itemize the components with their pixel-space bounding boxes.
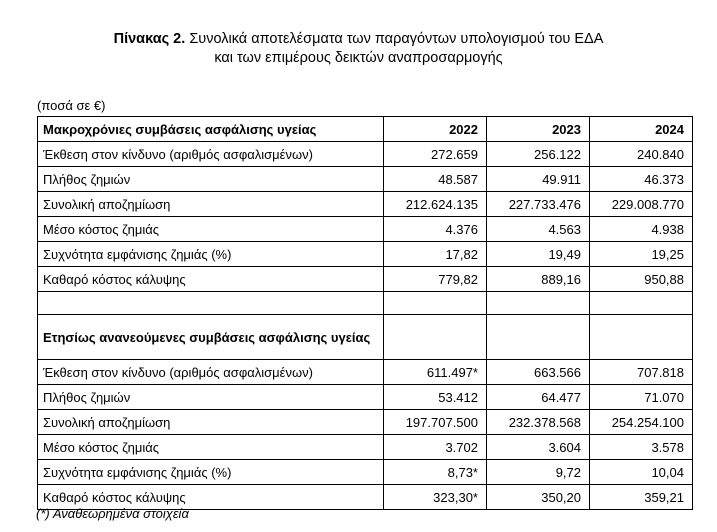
section2-header-row [38, 315, 693, 360]
cell-2022: 4.376 [384, 217, 487, 242]
cell-2024: 254.254.100 [590, 410, 693, 435]
section2-heading: Ετησίως ανανεούμενες συμβάσεις ασφάλισης υγείας [38, 315, 384, 360]
table-row [38, 410, 693, 435]
empty-cell [38, 292, 384, 315]
table-row [38, 435, 693, 460]
cell-2022: 8,73* [384, 460, 487, 485]
table-row [38, 142, 693, 167]
cell-2023: 49.911 [487, 167, 590, 192]
row-label: Έκθεση στον κίνδυνο (αριθμός ασφαλισμένων) [38, 142, 384, 167]
year-header-2022: 2022 [384, 117, 487, 142]
cell-2024: 71.070 [590, 385, 693, 410]
cell-2022: 611.497* [384, 360, 487, 385]
cell-2022: 48.587 [384, 167, 487, 192]
empty-cell [487, 315, 590, 360]
table-row [38, 385, 693, 410]
cell-2023: 9,72 [487, 460, 590, 485]
cell-2022: 323,30* [384, 485, 487, 510]
cell-2024: 19,25 [590, 242, 693, 267]
caption-label: Πίνακας 2. [113, 31, 186, 47]
cell-2023: 232.378.568 [487, 410, 590, 435]
cell-2023: 663.566 [487, 360, 590, 385]
spacer-row [38, 292, 693, 315]
cell-2023: 19,49 [487, 242, 590, 267]
table-row [38, 460, 693, 485]
empty-cell [487, 292, 590, 315]
table-caption [0, 30, 717, 68]
cell-2024: 3.578 [590, 435, 693, 460]
section1-heading: Μακροχρόνιες συμβάσεις ασφάλισης υγείας [38, 117, 384, 142]
empty-cell [384, 292, 487, 315]
caption-line-1 [0, 30, 717, 49]
table-row [38, 192, 693, 217]
empty-cell [590, 315, 693, 360]
cell-2023: 3.604 [487, 435, 590, 460]
empty-cell [384, 315, 487, 360]
cell-2023: 4.563 [487, 217, 590, 242]
footnote: (*) Αναθεωρημένα στοιχεία [36, 506, 189, 521]
cell-2022: 17,82 [384, 242, 487, 267]
row-label: Πλήθος ζημιών [38, 167, 384, 192]
cell-2023: 227.733.476 [487, 192, 590, 217]
cell-2022: 197.707.500 [384, 410, 487, 435]
row-label: Έκθεση στον κίνδυνο (αριθμός ασφαλισμένων) [38, 360, 384, 385]
table-row [38, 267, 693, 292]
cell-2024: 10,04 [590, 460, 693, 485]
row-label: Συνολική αποζημίωση [38, 192, 384, 217]
results-table [37, 116, 693, 510]
cell-2024: 950,88 [590, 267, 693, 292]
row-label: Συνολική αποζημίωση [38, 410, 384, 435]
cell-2022: 3.702 [384, 435, 487, 460]
row-label: Συχνότητα εμφάνισης ζημιάς (%) [38, 460, 384, 485]
table-row [38, 360, 693, 385]
section1-header-row [38, 117, 693, 142]
cell-2024: 46.373 [590, 167, 693, 192]
cell-2024: 240.840 [590, 142, 693, 167]
table-row [38, 217, 693, 242]
caption-text-1: Συνολικά αποτελέσματα των παραγόντων υπολογισμού του ΕΔΑ [189, 31, 604, 47]
row-label: Συχνότητα εμφάνισης ζημιάς (%) [38, 242, 384, 267]
cell-2022: 53.412 [384, 385, 487, 410]
cell-2024: 359,21 [590, 485, 693, 510]
row-label: Μέσο κόστος ζημιάς [38, 435, 384, 460]
row-label: Καθαρό κόστος κάλυψης [38, 267, 384, 292]
cell-2024: 229.008.770 [590, 192, 693, 217]
year-header-2024: 2024 [590, 117, 693, 142]
row-label: Μέσο κόστος ζημιάς [38, 217, 384, 242]
row-label: Καθαρό κόστος κάλυψης [38, 485, 384, 510]
table-row [38, 167, 693, 192]
cell-2022: 212.624.135 [384, 192, 487, 217]
cell-2023: 350,20 [487, 485, 590, 510]
cell-2024: 4.938 [590, 217, 693, 242]
cell-2022: 272.659 [384, 142, 487, 167]
table-row [38, 242, 693, 267]
empty-cell [590, 292, 693, 315]
cell-2023: 256.122 [487, 142, 590, 167]
unit-note: (ποσά σε €) [37, 98, 106, 113]
year-header-2023: 2023 [487, 117, 590, 142]
row-label: Πλήθος ζημιών [38, 385, 384, 410]
cell-2023: 889,16 [487, 267, 590, 292]
caption-line-2: και των επιμέρους δεικτών αναπροσαρμογής [214, 50, 503, 66]
cell-2024: 707.818 [590, 360, 693, 385]
cell-2023: 64.477 [487, 385, 590, 410]
cell-2022: 779,82 [384, 267, 487, 292]
